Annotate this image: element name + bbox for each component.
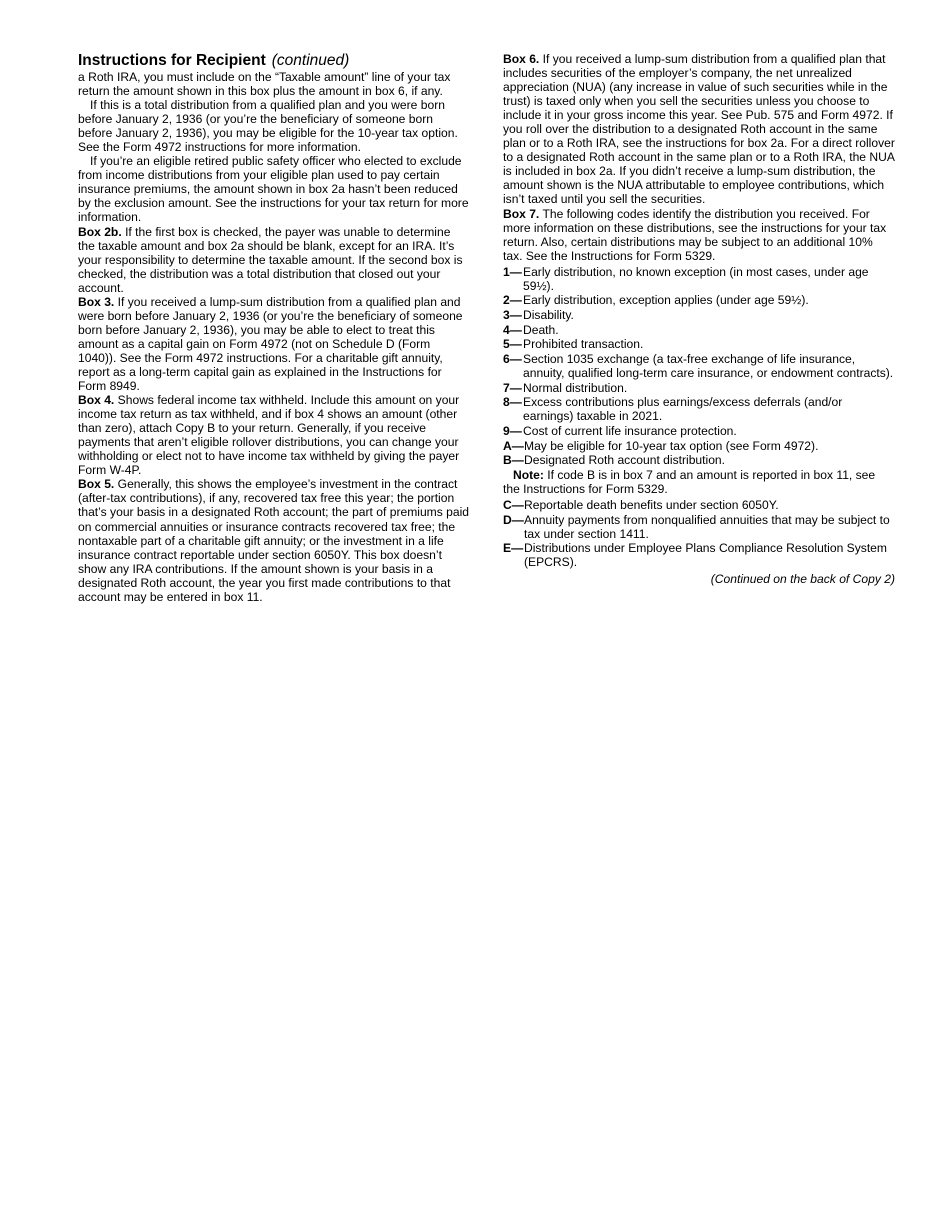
code-description: Distributions under Employee Plans Compliance Resolution System (EPCRS). xyxy=(524,541,887,570)
code-label: 3— xyxy=(503,308,522,323)
code-description: Prohibited transaction. xyxy=(523,337,644,352)
code-item xyxy=(503,352,895,380)
code-item xyxy=(503,323,895,337)
code-item xyxy=(503,424,895,438)
code-label: C— xyxy=(503,497,524,512)
code-description: Cost of current life insurance protection. xyxy=(523,423,737,438)
code-description: Normal distribution. xyxy=(523,380,628,395)
code-description: Disability. xyxy=(523,308,574,323)
code-item xyxy=(503,265,895,293)
box-7-paragraph xyxy=(503,207,895,263)
continued-note: (Continued on the back of Copy 2) xyxy=(710,572,895,587)
right-column xyxy=(503,52,895,586)
box-4-label: Box 4. xyxy=(78,393,115,408)
code-description: May be eligible for 10-year tax option (see Form 4972). xyxy=(524,438,819,453)
code-label: E— xyxy=(503,541,524,556)
box-6-label: Box 6. xyxy=(503,52,540,66)
heading-title: Instructions for Recipient xyxy=(78,52,266,69)
code-b-note xyxy=(503,468,895,496)
box-6-text: If you received a lump-sum distribution from a qualified plan that includes securities of the employer’s company, the net unrealized appreciation (NUA) (any increase in value of such securities while in the trust) is taxed only when you sell the securities unless you choose to include it in your gross income this year. See Pub. 575 and Form 4972. If you roll over the distribution to a designated Roth account in the same plan or to a Roth IRA, see the instructions for box 2a. For a direct rollover to a designated Roth account in the same plan or to a Roth IRA, the NUA is included in box 2a. If you didn’t receive a lump-sum distribution, the amount shown is the NUA attributable to employee contributions, which isn’t taxed until you sell the securities. xyxy=(503,52,895,207)
box-2b-text: If the first box is checked, the payer was unable to determine the taxable amount and box 2a should be blank, except for an IRA. It’s your responsibility to determine the taxable amount. If the second box is checked, the distribution was a total distribution that closed out your account. xyxy=(78,224,463,295)
note-label: Note: xyxy=(513,467,544,482)
box-7-label: Box 7. xyxy=(503,206,540,221)
box-7-text: The following codes identify the distribution you received. For more information on these distributions, see the instructions for your tax return. Also, certain distributions may be subject to an additional 10% tax. See the Instructions for Form 5329. xyxy=(503,206,887,263)
code-label: D— xyxy=(503,512,524,527)
box-3-text: If you received a lump-sum distribution from a qualified plan and were born before January 2, 1936 (or you’re the beneficiary of someone born before January 2, 1936), you may be able to elect to treat this amount as a capital gain on Form 4972 (not on Schedule D (Form 1040)). See the Form 4972 instructions. For a charitable gift annuity, report as a long-term capital gain as explained in the Instructions for Form 8949. xyxy=(78,294,463,394)
code-label: B— xyxy=(503,453,524,468)
heading-continued: (continued) xyxy=(271,52,350,69)
code-item xyxy=(503,498,895,512)
distribution-codes-list-continued xyxy=(503,498,895,569)
code-label: A— xyxy=(503,438,524,453)
box-5-paragraph xyxy=(78,477,470,603)
code-item xyxy=(503,337,895,351)
box-5-label: Box 5. xyxy=(78,477,115,492)
box-4-paragraph xyxy=(78,393,470,477)
code-label: 5— xyxy=(503,337,522,352)
code-description: Annuity payments from nonqualified annuities that may be subject to tax under section 1411. xyxy=(524,512,890,541)
box-3-label: Box 3. xyxy=(78,294,115,309)
code-item xyxy=(503,308,895,322)
code-item xyxy=(503,439,895,453)
box-5-text: Generally, this shows the employee’s investment in the contract (after-tax contributions), if any, recovered tax free this year; the portion that’s your basis in a designated Roth account; the part of premiums paid on commercial annuities or insurance contracts recovered tax free; the nontaxable part of a charitable gift annuity; or the investment in a life insurance contract reportable under section 6050Y. This box doesn’t show any IRA contributions. If the amount shown is your basis in a designated Roth account, the year you first made contributions to that account may be entered in box 11. xyxy=(78,477,470,604)
code-description: Section 1035 exchange (a tax-free exchange of life insurance, annuity, qualified long-term care insurance, or endowment contracts). xyxy=(523,351,894,380)
total-distribution-paragraph: If this is a total distribution from a qualified plan and you were born before January 2, 1936 (or you’re the beneficiary of someone born before January 2, 1936), you may be eligible for the 10-year tax option. See the Form 4972 instructions for more information. xyxy=(78,98,458,155)
code-item xyxy=(503,513,895,541)
code-description: Death. xyxy=(523,322,559,337)
code-description: Excess contributions plus earnings/excess deferrals (and/or earnings) taxable in 2021. xyxy=(523,395,843,424)
code-label: 8— xyxy=(503,395,522,410)
distribution-codes-list xyxy=(503,265,895,468)
code-label: 7— xyxy=(503,380,522,395)
code-label: 1— xyxy=(503,264,522,279)
code-description: Reportable death benefits under section 6050Y. xyxy=(524,497,779,512)
box-3-paragraph xyxy=(78,295,470,393)
code-item xyxy=(503,395,895,423)
box-6-paragraph xyxy=(503,52,895,207)
section-heading xyxy=(78,52,470,70)
code-item xyxy=(503,453,895,467)
code-item xyxy=(503,381,895,395)
box-2b-paragraph xyxy=(78,225,470,295)
code-label: 9— xyxy=(503,423,522,438)
code-item xyxy=(503,293,895,307)
intro-paragraph: a Roth IRA, you must include on the “Taxable amount” line of your tax return the amount shown in this box plus the amount in box 6, if any. xyxy=(78,70,451,99)
public-safety-paragraph: If you’re an eligible retired public safety officer who elected to exclude from income distributions from your eligible plan used to pay certain insurance premiums, the amount shown in box 2a hasn’t been reduced by the exclusion amount. See the instructions for your tax return for more information. xyxy=(78,154,469,225)
code-description: Designated Roth account distribution. xyxy=(524,453,726,468)
code-label: 4— xyxy=(503,322,522,337)
left-column xyxy=(78,52,470,604)
code-description: Early distribution, exception applies (under age 59½). xyxy=(523,293,809,308)
code-item xyxy=(503,541,895,569)
code-label: 2— xyxy=(503,293,522,308)
note-text: If code B is in box 7 and an amount is reported in box 11, see the Instructions for Form 5329. xyxy=(503,467,876,496)
code-label: 6— xyxy=(503,351,522,366)
box-2b-label: Box 2b. xyxy=(78,224,122,239)
code-description: Early distribution, no known exception (in most cases, under age 59½). xyxy=(523,264,869,293)
box-4-text: Shows federal income tax withheld. Include this amount on your income tax return as tax withheld, and if box 4 shows an amount (other than zero), attach Copy B to your return. Generally, if you receive payments that aren’t eligible rollover distributions, you can change your withholding or elect not to have income tax withheld by giving the payer Form W-4P. xyxy=(78,393,460,478)
